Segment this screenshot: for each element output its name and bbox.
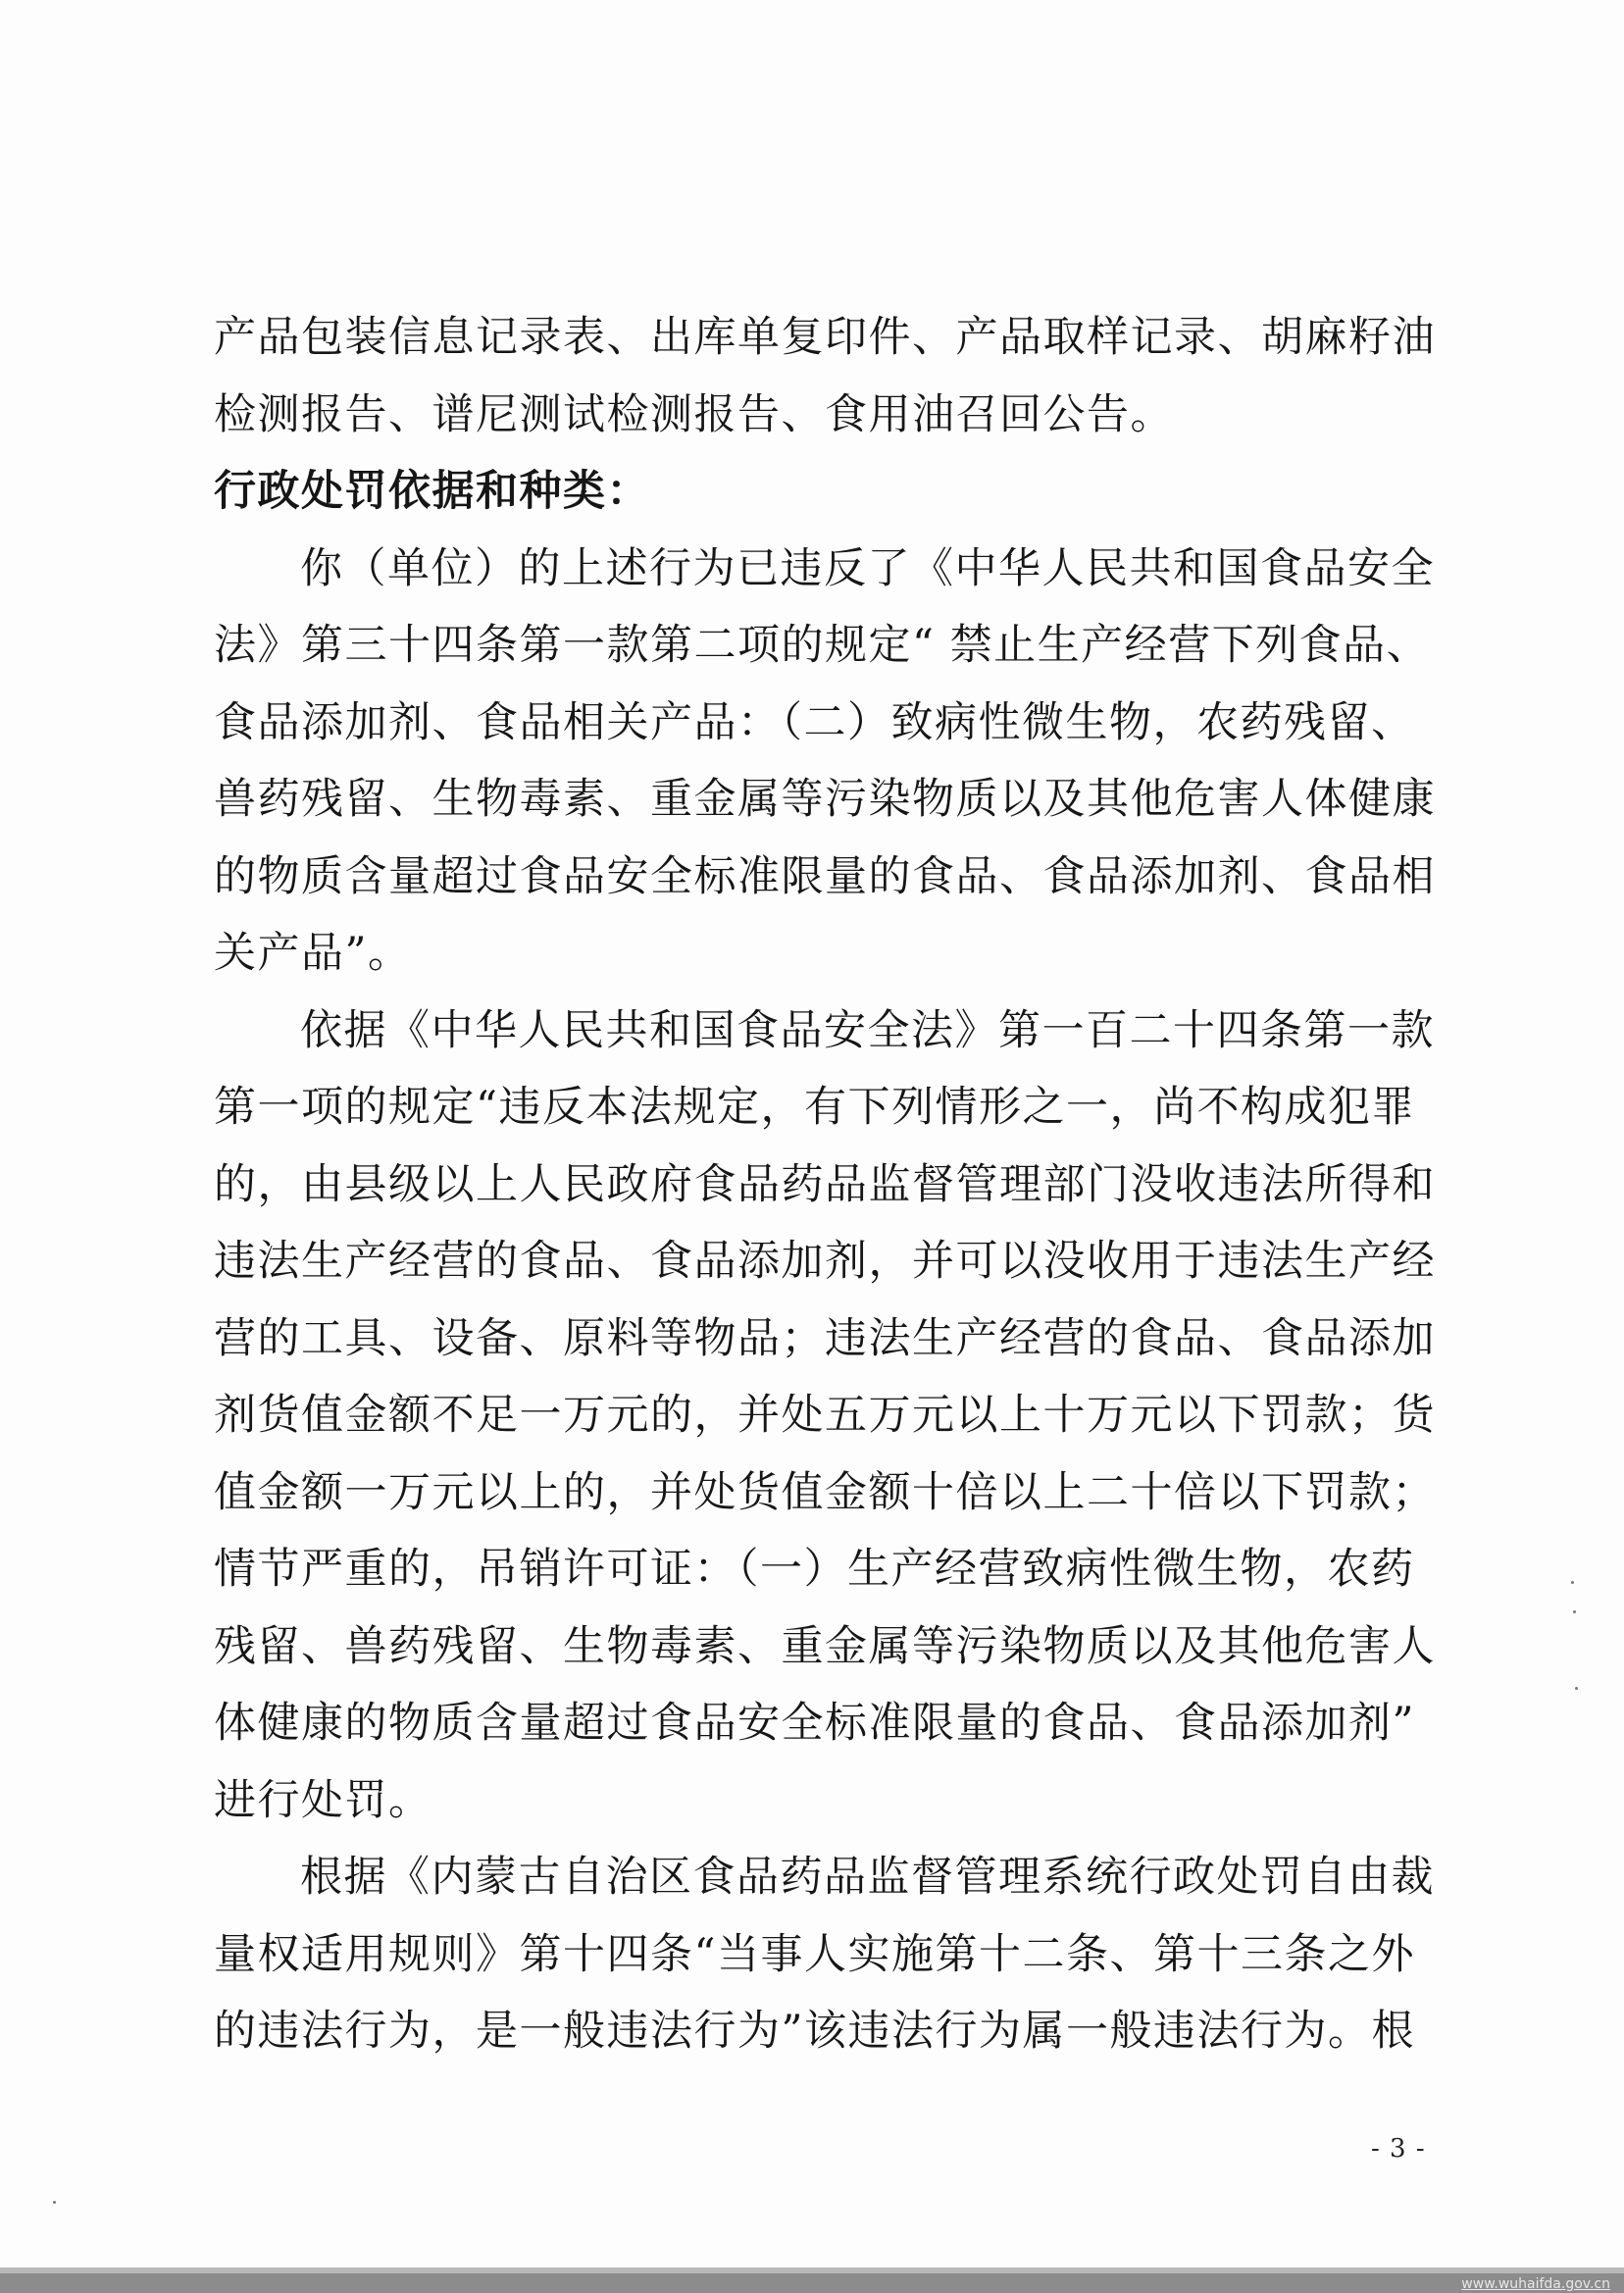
text-line: 的物质含量超过食品安全标准限量的食品、食品添加剂、食品相: [214, 851, 1436, 901]
text-line: 体健康的物质含量超过食品安全标准限量的食品、食品添加剂”: [214, 1699, 1415, 1748]
text-line: 值金额一万元以上的，并处货值金额十倍以上二十倍以下罚款；: [214, 1467, 1436, 1517]
scan-speck: [1575, 1687, 1578, 1690]
text-line: 食品添加剂、食品相关产品：（二）致病性微生物，农药残留、: [214, 697, 1415, 747]
text-line: 进行处罚。: [214, 1775, 432, 1825]
text-line: 残留、兽药残留、生物毒素、重金属等污染物质以及其他危害人: [214, 1621, 1436, 1671]
scan-speck: [1571, 1581, 1574, 1584]
text-line: 关产品”。: [214, 929, 412, 978]
text-line: 产品包装信息记录表、出库单复印件、产品取样记录、胡麻籽油: [214, 313, 1436, 362]
paragraph-first-line: 依据《中华人民共和国食品安全法》第一百二十四条第一款: [300, 1005, 1435, 1055]
section-heading: 行政处罚依据和种类：: [214, 467, 650, 516]
text-line: 剂货值金额不足一万元的，并处五万元以上十万元以下罚款；货: [214, 1391, 1436, 1440]
text-line: 情节严重的，吊销许可证：（一）生产经营致病性微生物，农药: [214, 1545, 1415, 1594]
text-line: 的，由县级以上人民政府食品药品监督管理部门没收违法所得和: [214, 1159, 1436, 1209]
text-line: 营的工具、设备、原料等物品；违法生产经营的食品、食品添加: [214, 1313, 1436, 1363]
text-line: 检测报告、谱尼测试检测报告、食用油召回公告。: [214, 389, 1174, 439]
scan-edge-bar: [0, 2273, 1624, 2293]
text-line: 第一项的规定“违反本法规定，有下列情形之一，尚不构成犯罪: [214, 1083, 1415, 1132]
scan-speck: [1573, 1610, 1576, 1613]
scan-speck: [53, 2201, 56, 2204]
text-line: 的违法行为，是一般违法行为”该违法行为属一般违法行为。根: [214, 2007, 1415, 2056]
paragraph-first-line: 根据《内蒙古自治区食品药品监督管理系统行政处罚自由裁: [300, 1853, 1435, 1902]
page-number: - 3 -: [1371, 2134, 1426, 2164]
text-line: 违法生产经营的食品、食品添加剂，并可以没收用于违法生产经: [214, 1237, 1436, 1286]
source-watermark[interactable]: www.wuhaifda.gov.cn: [1461, 2276, 1610, 2292]
text-line: 兽药残留、生物毒素、重金属等污染物质以及其他危害人体健康: [214, 775, 1436, 824]
paragraph-first-line: 你（单位）的上述行为已违反了《中华人民共和国食品安全: [300, 543, 1435, 593]
text-line: 量权适用规则》第十四条“当事人实施第十二条、第十三条之外: [214, 1929, 1415, 1979]
document-body: [214, 299, 1436, 2070]
text-line: 法》第三十四条第一款第二项的规定“ 禁止生产经营下列食品、: [214, 621, 1431, 670]
